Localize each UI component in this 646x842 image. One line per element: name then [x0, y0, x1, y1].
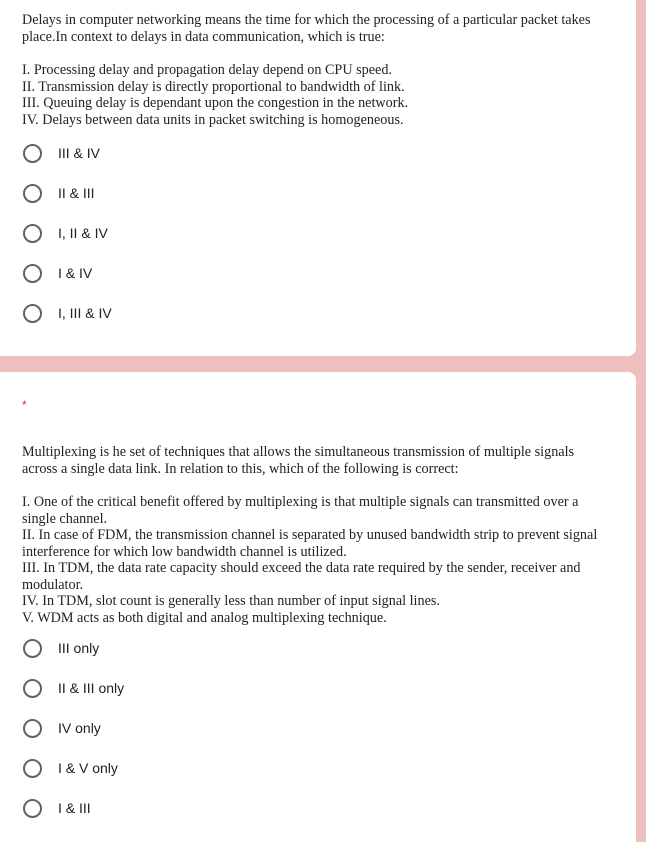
q1-option-2[interactable]	[23, 182, 95, 204]
question-2-text	[22, 444, 622, 477]
radio-button[interactable]	[23, 144, 42, 163]
statement: II. In case of FDM, the transmission channel is separated by unused bandwidth strip to prevent signal	[22, 527, 598, 543]
q2-option-2[interactable]	[23, 677, 124, 699]
radio-button[interactable]	[23, 759, 42, 778]
statement: interference for which low bandwidth channel is utilized.	[22, 543, 347, 560]
statement: IV. Delays between data units in packet switching is homogeneous.	[22, 111, 404, 128]
radio-button[interactable]	[23, 304, 42, 323]
question-1-line: Delays in computer networking means the time for which the processing of a particular packet takes	[22, 12, 591, 28]
statement: V. WDM acts as both digital and analog multiplexing technique.	[22, 609, 387, 626]
option-label: II & III	[58, 185, 95, 201]
question-1-statements	[22, 62, 622, 128]
radio-button[interactable]	[23, 184, 42, 203]
statement: III. Queuing delay is dependant upon the congestion in the network.	[22, 95, 409, 111]
statement: III. In TDM, the data rate capacity should exceed the data rate required by the sender, receiver and	[22, 560, 581, 576]
q2-option-3[interactable]	[23, 717, 101, 739]
q1-option-1[interactable]	[23, 142, 100, 164]
option-label: III only	[58, 640, 100, 656]
q2-option-5[interactable]	[23, 797, 91, 819]
option-label: I, II & IV	[58, 225, 108, 241]
statement: IV. In TDM, slot count is generally less than number of input signal lines.	[22, 593, 440, 609]
q1-option-4[interactable]	[23, 262, 92, 284]
option-label: IV only	[58, 720, 101, 736]
question-card-1	[0, 0, 636, 356]
statement: single channel.	[22, 510, 108, 527]
statement: II. Transmission delay is directly proportional to bandwidth of link.	[22, 78, 405, 95]
statement: I. Processing delay and propagation delay depend on CPU speed.	[22, 62, 392, 78]
radio-button[interactable]	[23, 719, 42, 738]
question-card-2	[0, 372, 636, 842]
option-label: I & IV	[58, 265, 93, 281]
radio-button[interactable]	[23, 639, 42, 658]
option-label: I & III	[58, 800, 91, 816]
required-asterisk: *	[22, 398, 27, 412]
q2-option-1[interactable]	[23, 637, 99, 659]
option-label: III & IV	[58, 145, 101, 161]
option-label: I, III & IV	[58, 305, 112, 321]
option-label: II & III only	[58, 680, 125, 696]
q1-option-3[interactable]	[23, 222, 108, 244]
question-1-line: place.In context to delays in data communication, which is true:	[22, 28, 385, 45]
option-label: I & V only	[58, 760, 118, 776]
statement: I. One of the critical benefit offered by multiplexing is that multiple signals can transmitted over a	[22, 494, 579, 510]
radio-button[interactable]	[23, 224, 42, 243]
question-2-line: Multiplexing is he set of techniques that allows the simultaneous transmission of multiple signals	[22, 444, 575, 460]
question-2-line: across a single data link. In relation to this, which of the following is correct:	[22, 460, 459, 477]
question-2-statements	[22, 494, 622, 626]
question-1-text	[22, 12, 622, 45]
radio-button[interactable]	[23, 264, 42, 283]
radio-button[interactable]	[23, 679, 42, 698]
radio-button[interactable]	[23, 799, 42, 818]
q2-option-4[interactable]	[23, 757, 118, 779]
q1-option-5[interactable]	[23, 302, 112, 324]
statement: modulator.	[22, 576, 84, 593]
